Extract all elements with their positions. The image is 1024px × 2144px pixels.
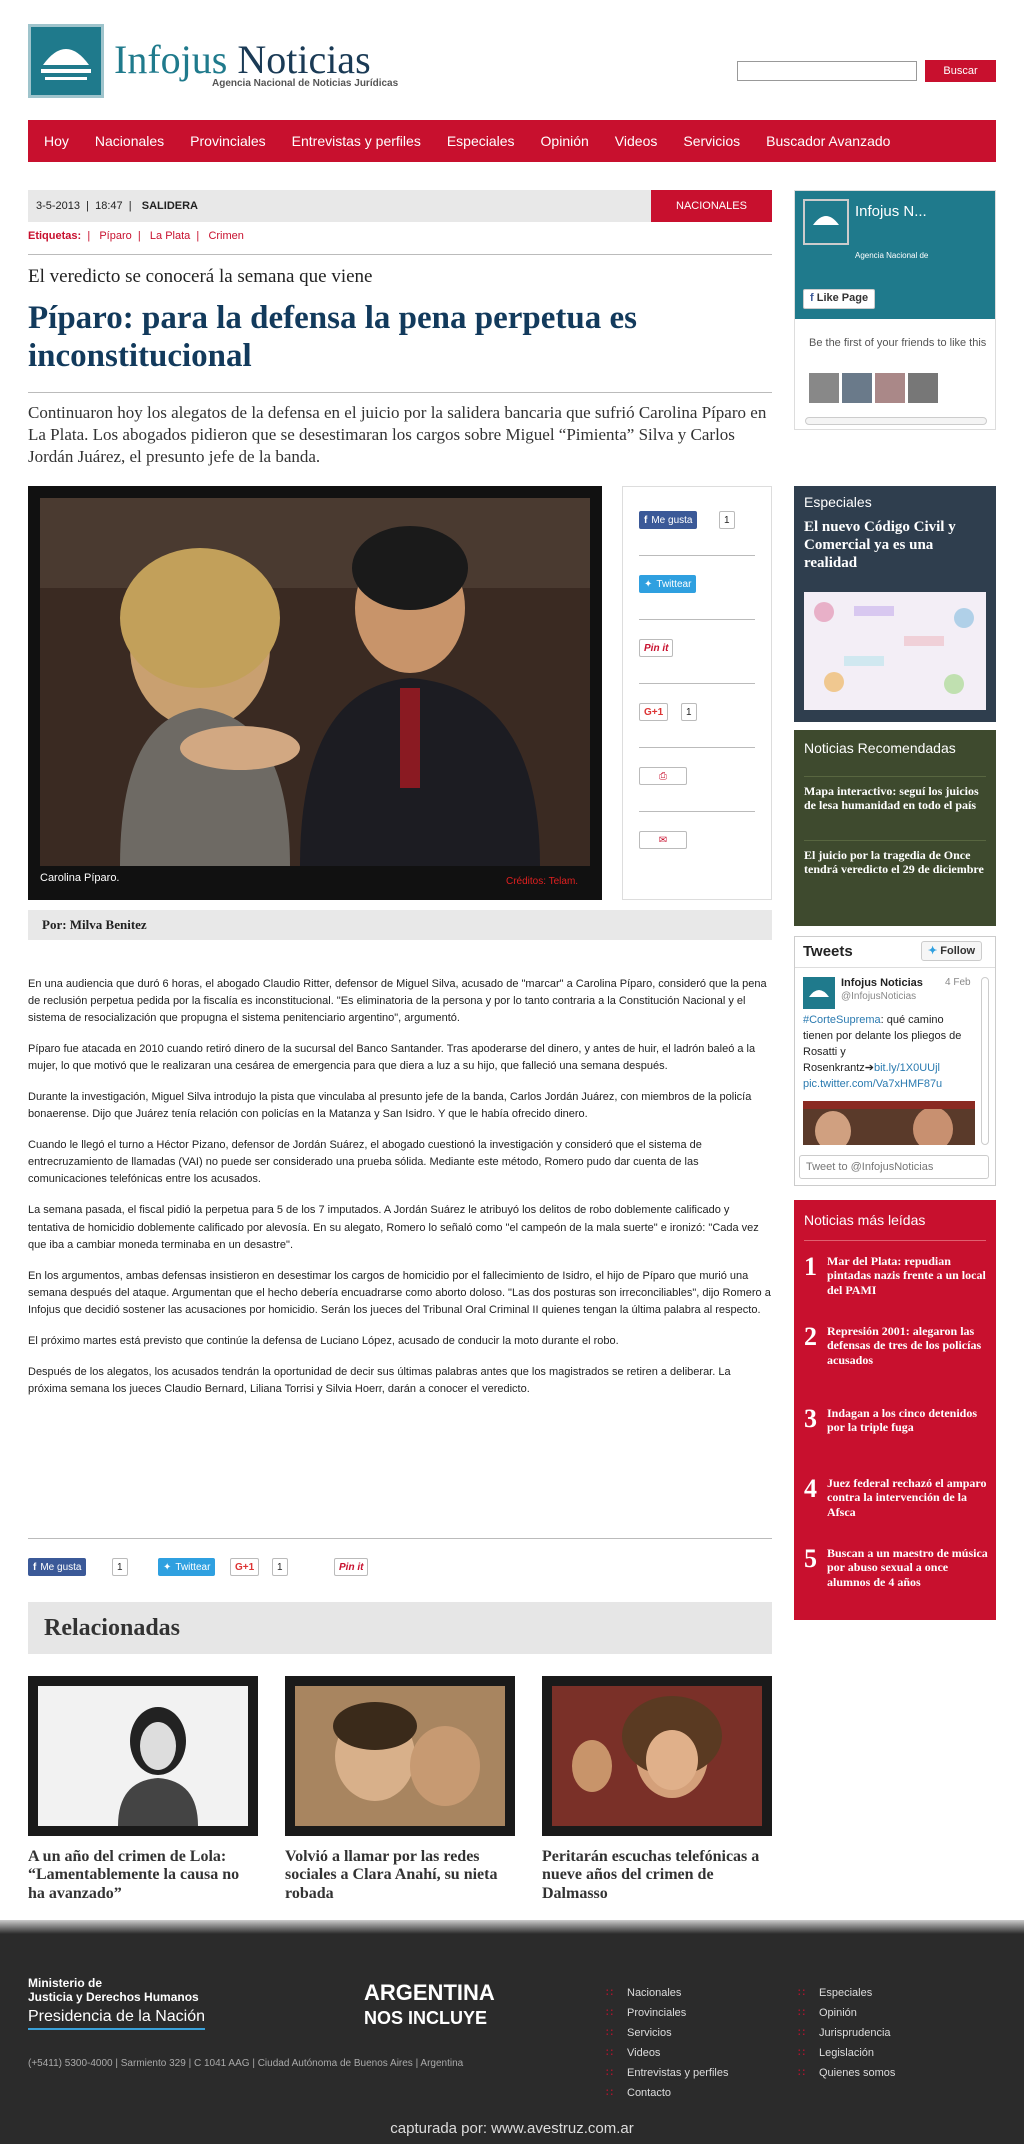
tweet-button[interactable] — [158, 1558, 215, 1576]
footer-shadow — [0, 1920, 1024, 1934]
nav-opinion[interactable]: Opinión — [540, 133, 589, 149]
rank-number: 2 — [804, 1322, 817, 1351]
footer-link[interactable]: ∷ Legislación — [798, 2047, 875, 2059]
twitter-widget — [794, 936, 996, 1186]
pinterest-button[interactable]: Pin it — [639, 639, 673, 657]
ministry-line: Ministerio de — [28, 1976, 103, 1990]
tweet-label: Twittear — [656, 578, 692, 590]
facebook-scrollbar[interactable] — [805, 417, 987, 425]
like-page-button[interactable] — [803, 289, 875, 309]
mas-leidas-item[interactable] — [804, 1476, 990, 1519]
facebook-icon: f — [644, 514, 648, 526]
main-photo[interactable] — [28, 486, 602, 900]
divider — [804, 776, 986, 777]
footer-link[interactable]: ∷ Provinciales — [606, 2007, 687, 2019]
meta-time: 18:47 — [95, 200, 123, 212]
paragraph: Píparo fue atacada en 2010 cuando retiró dinero de la sucursal del Banco Santander. Tras apoderarse del dinero, y antes de huir, el ladrón baleó a la mujer, lo que motivó que le realizaran una cesárea de emergencia para que diera a luz a su hijo, que falleció una semana después. — [28, 1043, 756, 1073]
tweet-date: 4 Feb — [945, 977, 971, 988]
gplus-button[interactable]: G+1 — [639, 703, 668, 721]
meta-date: 3-5-2013 — [36, 200, 81, 212]
footer-link-label: Jurisprudencia — [819, 2027, 891, 2039]
byline — [28, 910, 772, 940]
divider — [804, 840, 986, 841]
mas-leidas-box — [794, 1200, 996, 1620]
footer-link-label: Contacto — [627, 2087, 672, 2099]
paragraph: En los argumentos, ambas defensas insistieron en desestimar los cargos de homicidio por el fallecimiento de Isidro, el hijo de Píparo que murió una semana después del ataque. Argumentan que el hecho debería encuadrarse como aborto doloso. "Las dos posturas son irreconciliables", dijo Romero a Infojus que decidió sostener las acusaciones por homicidio. Serán los jueces del Tribunal Oral Criminal II quienes tengan la última palabra al respecto. — [28, 1269, 771, 1316]
paragraph: El próximo martes está previsto que continúe la defensa de Luciano López, acusado de conducir la moto durante el robo. — [28, 1334, 619, 1347]
mas-leidas-title[interactable]: Represión 2001: alegaron las defensas de tres de los policías acusados — [827, 1324, 982, 1367]
photo-credit: Créditos: Telam. — [506, 876, 579, 887]
paragraph: Cuando le llegó el turno a Héctor Pizano, defensor de Jordán Suárez, el abogado cuestionó la investigación y consideró que el sistema de entrecruzamiento de llamadas (VAI) no puede ser considerado una prueba sólida. Mediante este método, Romero pudo dar cuenta de las comunicaciones telefónicas entre los acusados. — [28, 1139, 702, 1186]
related-title[interactable]: Peritarán escuchas telefónicas a nueve años del crimen de Dalmasso — [542, 1848, 760, 1902]
rank-number: 4 — [804, 1474, 817, 1503]
facebook-icon: f — [810, 292, 814, 304]
footer-link[interactable]: ∷ Opinión — [798, 2007, 857, 2019]
email-button[interactable] — [639, 831, 687, 849]
facebook-faces — [809, 373, 938, 403]
tweet-image[interactable] — [803, 1101, 975, 1145]
kicker: El veredicto se conocerá la semana que viene — [28, 266, 373, 287]
facebook-page-sub: Agencia Nacional de — [855, 251, 929, 260]
follow-label: Follow — [940, 945, 976, 957]
facebook-page-name[interactable]: Infojus N... — [855, 203, 927, 220]
footer-link[interactable]: ∷ Nacionales — [606, 1987, 682, 1999]
related-heading: Relacionadas — [28, 1602, 772, 1654]
nav-hoy[interactable]: Hoy — [44, 133, 69, 149]
footer-link-label: Nacionales — [627, 1987, 682, 1999]
capture-watermark: capturada por: www.avestruz.com.ar — [390, 2120, 634, 2137]
nav-buscador[interactable]: Buscador Avanzado — [766, 133, 891, 149]
presidency: Presidencia de la Nación — [28, 2008, 205, 2030]
search-button[interactable]: Buscar — [925, 60, 996, 82]
tagline: Agencia Nacional de Noticias Jurídicas — [212, 78, 399, 89]
related-image — [285, 1676, 515, 1836]
footer — [0, 1920, 1024, 2144]
ministry-line: Justicia y Derechos Humanos — [28, 1990, 199, 2005]
like-page-label: Like Page — [816, 292, 869, 304]
footer-link[interactable]: ∷ Contacto — [606, 2087, 672, 2099]
divider — [639, 683, 755, 684]
brand-part2: Noticias — [237, 37, 371, 82]
twitter-icon: ✦ — [928, 945, 938, 957]
mas-leidas-title[interactable]: Buscan a un maestro de música por abuso sexual a once alumnos de 4 años — [827, 1546, 988, 1589]
section-badge[interactable]: NACIONALES — [651, 190, 772, 222]
recomendada-item[interactable]: Mapa interactivo: seguí los juicios de lesa humanidad en todo el país — [804, 784, 979, 813]
byline-text: Por: Milva Benitez — [42, 917, 147, 932]
gplus-count: 1 — [681, 703, 697, 721]
photo-caption: Carolina Píparo. — [40, 872, 120, 884]
meta-bar: 3-5-2013 | 18:47 | SALIDERA — [28, 190, 772, 222]
divider — [639, 555, 755, 556]
tags: Etiquetas: | Píparo | La Plata | Crimen — [28, 230, 244, 242]
article-body — [28, 976, 772, 1412]
divider — [804, 1240, 986, 1241]
nav-nacionales[interactable]: Nacionales — [94, 133, 165, 149]
tag-la-plata[interactable]: La Plata — [149, 230, 191, 242]
print-icon: ⎙ — [659, 770, 667, 782]
footer-link[interactable]: ∷ Quienes somos — [798, 2067, 896, 2079]
especiales-title[interactable]: El nuevo Código Civil y Comercial ya es una realidad — [804, 519, 956, 571]
related-card[interactable] — [28, 1676, 258, 1903]
lead: Continuaron hoy los alegatos de la defensa en el juicio por la salidera bancaria que sufrió Carolina Píparo en La Plata. Los abogados pidieron que se desestimaran los cargos sobre Miguel “Pimienta” Silva y Carlos Jordán Juárez, el presunto jefe de la banda. — [28, 403, 767, 467]
divider — [639, 747, 755, 748]
logo-icon — [31, 27, 101, 95]
tweet-button[interactable] — [639, 575, 696, 593]
paragraph: La semana pasada, el fiscal pidió la perpetua para 5 de los 7 imputados. A Jordán Suárez le atribuyó los delitos de robo doblemente calificado y tentativa de homicidio doblemente calificado por alevosía. En su alegato, Romero lo señaló como "el campeón de la mala suerte" e ironizó: "Cada vez que iba a cambiar moneda terminaba en un desastre". — [28, 1204, 759, 1251]
mas-leidas-title[interactable]: Juez federal rechazó el amparo contra la intervención de la Afsca — [827, 1476, 987, 1519]
tag-piparo[interactable]: Píparo — [99, 230, 132, 242]
twitter-icon: ✦ — [163, 1561, 172, 1573]
tweets-heading: Tweets — [803, 943, 853, 960]
main-nav — [28, 120, 996, 162]
footer-link[interactable]: ∷ Especiales — [798, 1987, 873, 1999]
nav-especiales[interactable]: Especiales — [446, 133, 515, 149]
nav-servicios[interactable]: Servicios — [683, 133, 741, 149]
especiales-box[interactable] — [794, 486, 996, 722]
mas-leidas-title[interactable]: Mar del Plata: repudian pintadas nazis frente a un local del PAMI — [827, 1254, 986, 1297]
mas-leidas-item[interactable] — [804, 1406, 990, 1435]
mas-leidas-item[interactable] — [804, 1254, 990, 1297]
recomendada-item[interactable]: El juicio por la tragedia de Once tendrá veredicto el 29 de diciembre — [804, 848, 984, 877]
recomendadas-box — [794, 730, 996, 926]
footer-link-label: Opinión — [819, 2007, 857, 2019]
footer-link-label: Quienes somos — [819, 2067, 896, 2079]
like-count: 1 — [719, 511, 735, 529]
facebook-like-button[interactable] — [28, 1558, 86, 1576]
brand-part1: Infojus — [114, 37, 228, 82]
tweet-text — [803, 1013, 975, 1093]
footer-link-label: Especiales — [819, 1987, 873, 1999]
rank-number: 1 — [804, 1252, 817, 1281]
paragraph: En una audiencia que duró 6 horas, el abogado Claudio Ritter, defensor de Miguel Silva, acusado de "marcar" a Carolina Píparo, consideró que la pena de reclusión perpetua pedida por la fiscalía es inconstitucional. "Es eliminatoria de la persona y por lo tanto contraria a la Constitución Nacional y el sistema de resocialización que propugna el sistema penitenciario argentino", argumentó. — [28, 978, 767, 1025]
gplus-button[interactable]: G+1 — [230, 1558, 259, 1576]
related-title[interactable]: Volvió a llamar por las redes sociales a Clara Anahí, su nieta robada — [285, 1848, 498, 1902]
bottom-share-bar — [28, 1558, 772, 1580]
footer-link[interactable]: ∷ Videos — [606, 2047, 661, 2059]
divider — [639, 811, 755, 812]
tweet-link[interactable]: pic.twitter.com/Va7xHMF87u — [803, 1077, 943, 1090]
tweet-body: : qué camino tienen por delante los pliegos de Rosatti y Rosenkrantz➔ — [803, 1014, 962, 1074]
like-label: Me gusta — [651, 514, 693, 526]
follow-button[interactable] — [921, 941, 982, 961]
footer-link[interactable]: ∷ Servicios — [606, 2027, 672, 2039]
like-count: 1 — [112, 1558, 128, 1576]
gplus-count: 1 — [272, 1558, 288, 1576]
facebook-cover — [795, 191, 995, 319]
divider — [28, 392, 772, 393]
facebook-widget — [794, 190, 996, 430]
email-icon: ✉ — [658, 834, 668, 846]
brand[interactable] — [114, 37, 371, 82]
related-card[interactable] — [285, 1676, 515, 1903]
related-image — [542, 1676, 772, 1836]
argentina-line2: NOS INCLUYE — [364, 2008, 488, 2028]
share-column — [622, 486, 772, 900]
nav-provinciales[interactable]: Provinciales — [190, 133, 266, 149]
tweet-handle: @InfojusNoticias — [841, 991, 917, 1002]
divider — [795, 967, 995, 968]
related-image — [28, 1676, 258, 1836]
footer-address: (+5411) 5300-4000 | Sarmiento 329 | C 1041 AAG | Ciudad Autónoma de Buenos Aires | Argentina — [28, 2058, 464, 2069]
rank-number: 3 — [804, 1404, 817, 1433]
paragraph: Después de los alegatos, los acusados tendrán la oportunidad de decir sus últimas palabras antes que los magistrados se retiren a deliberar. La próxima semana los jueces Claudio Bernard, Liliana Torrisi y Silvia Hoerr, darán a conocer el veredicto. — [28, 1365, 731, 1395]
paragraph: Durante la investigación, Miguel Silva introdujo la pista que vinculaba al presunto jefe de la banda, Carlos Jordán Juárez, con miembros de la policía bonaerense. Dijo que Juárez tenía relación con policías en la Matanza y San Isidro. Y que le había ofrecido dinero. — [28, 1091, 752, 1121]
footer-link[interactable]: ∷ Entrevistas y perfiles — [606, 2067, 729, 2079]
tweet-link[interactable]: bit.ly/1X0UUjl — [873, 1061, 940, 1074]
facebook-friends-text: Be the first of your friends to like this — [809, 337, 987, 349]
related-title[interactable]: A un año del crimen de Lola: “Lamentablemente la causa no ha avanzado” — [28, 1848, 240, 1902]
recomendadas-heading: Noticias Recomendadas — [804, 740, 956, 756]
tweet-hashtag[interactable]: #CorteSuprema — [803, 1014, 881, 1026]
footer-link-label: Videos — [627, 2047, 661, 2059]
especiales-heading: Especiales — [804, 494, 872, 510]
facebook-icon: f — [33, 1561, 37, 1573]
tweets-scrollbar[interactable] — [981, 977, 989, 1145]
facebook-like-button[interactable] — [639, 511, 697, 529]
tags-label: Etiquetas: — [28, 230, 82, 242]
divider — [28, 254, 772, 255]
footer-link-label: Servicios — [627, 2027, 672, 2039]
especiales-image — [804, 592, 986, 710]
divider — [28, 1538, 772, 1539]
twitter-icon: ✦ — [644, 578, 653, 590]
footer-link[interactable]: ∷ Jurisprudencia — [798, 2027, 891, 2039]
footer-link-label: Legislación — [819, 2047, 875, 2059]
meta-topic: SALIDERA — [141, 200, 198, 212]
tweet-account[interactable]: Infojus Noticias — [841, 977, 923, 989]
mas-leidas-title[interactable]: Indagan a los cinco detenidos por la triple fuga — [827, 1406, 978, 1435]
photo-image — [40, 498, 590, 866]
tweet-avatar[interactable] — [803, 977, 835, 1009]
rank-number: 5 — [804, 1544, 817, 1573]
nav-videos[interactable]: Videos — [614, 133, 658, 149]
mas-leidas-item[interactable] — [804, 1546, 990, 1589]
ministry-name — [28, 1976, 199, 2005]
like-label: Me gusta — [40, 1561, 82, 1573]
page-avatar — [803, 199, 849, 245]
pinterest-button[interactable]: Pin it — [334, 1558, 368, 1576]
print-button[interactable] — [639, 767, 687, 785]
search-input[interactable] — [737, 61, 917, 81]
mas-leidas-heading: Noticias más leídas — [804, 1212, 926, 1228]
divider — [639, 619, 755, 620]
tweet-compose-input[interactable]: Tweet to @InfojusNoticias — [799, 1155, 989, 1179]
footer-link-label: Provinciales — [627, 2007, 687, 2019]
mas-leidas-item[interactable] — [804, 1324, 990, 1367]
headline: Píparo: para la defensa la pena perpetua es inconstitucional — [28, 300, 637, 374]
tweet-label: Twittear — [175, 1561, 211, 1573]
nav-entrevistas[interactable]: Entrevistas y perfiles — [291, 133, 421, 149]
tag-crimen[interactable]: Crimen — [208, 230, 244, 242]
logo[interactable] — [28, 24, 104, 98]
argentina-line1: ARGENTINA — [364, 1980, 495, 2005]
footer-link-label: Entrevistas y perfiles — [627, 2067, 729, 2079]
related-card[interactable] — [542, 1676, 772, 1903]
